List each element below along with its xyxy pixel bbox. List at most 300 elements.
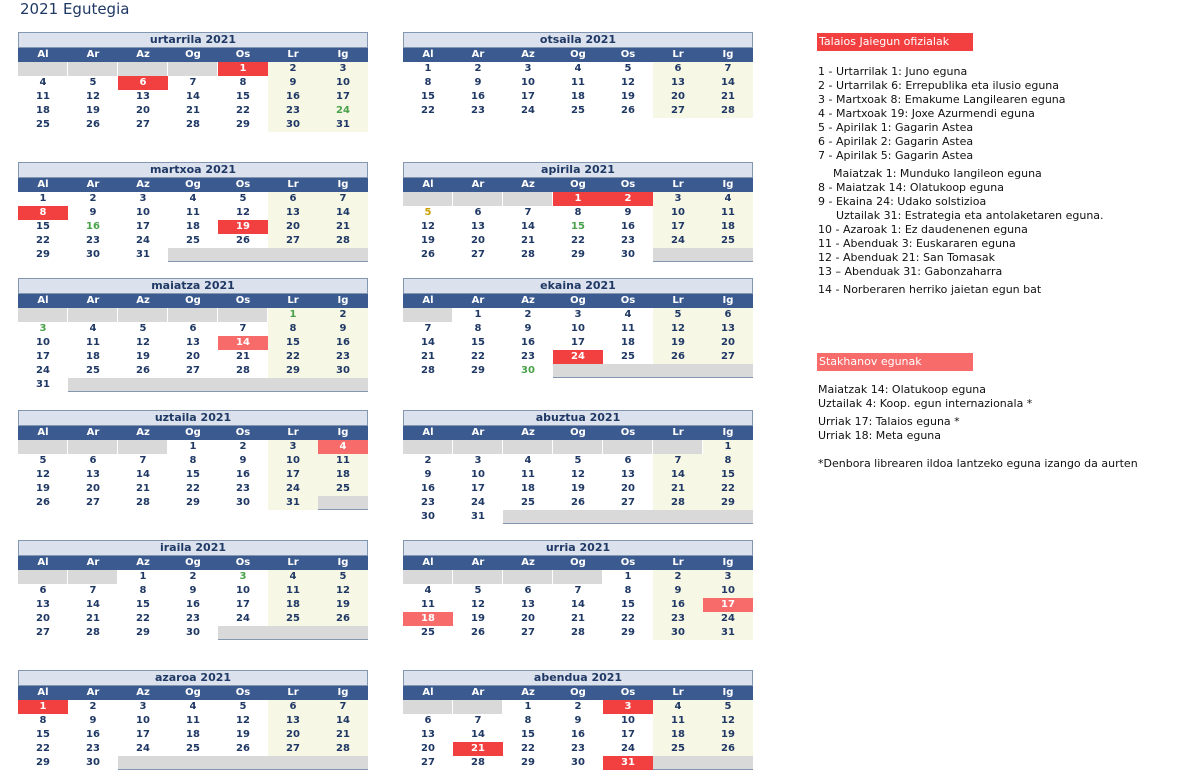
day-cell: 21 [86, 613, 100, 624]
day-cell: 30 [318, 364, 368, 378]
day-cell: 24 [621, 743, 635, 754]
day-cell: 27 [86, 497, 100, 508]
day-cell: 3 [524, 63, 532, 74]
day-cell: 30 [186, 627, 200, 638]
weekday-label: Az [521, 49, 535, 60]
weekday-label: Lr [672, 49, 684, 60]
weekday-header-row [18, 294, 368, 308]
weekday-label: Ar [471, 179, 485, 190]
day-cell: 23 [86, 743, 100, 754]
official-holiday-item: 9 - Ekaina 24: Udako solstizioa [818, 195, 987, 208]
day-cell: 4 [653, 700, 703, 714]
day-cell: 7 [239, 323, 247, 334]
day-cell: 17 [621, 729, 635, 740]
day-cell: 18 [36, 105, 50, 116]
day-cell: 18 [621, 337, 635, 348]
day-cell: 23 [521, 351, 535, 362]
trailing-filler [168, 248, 368, 262]
day-cell: 14 [218, 336, 268, 350]
day-cell: 29 [621, 627, 635, 638]
trailing-filler [653, 756, 753, 770]
day-cell: 8 [624, 585, 632, 596]
day-cell: 10 [521, 77, 535, 88]
day-cell: 16 [471, 91, 485, 102]
empty-day-cell [453, 192, 503, 206]
day-cell: 9 [318, 322, 368, 336]
day-cell: 4 [189, 701, 197, 712]
day-cell: 3 [603, 700, 653, 714]
day-cell: 15 [471, 337, 485, 348]
official-holiday-item: 4 - Martxoak 19: Joxe Azurmendi eguna [818, 107, 1035, 120]
day-cell: 27 [268, 742, 318, 756]
month-calendar [403, 540, 753, 640]
day-cell: 10 [136, 715, 150, 726]
day-cell: 21 [421, 351, 435, 362]
weekday-label: Az [136, 179, 150, 190]
day-cell: 25 [186, 743, 200, 754]
day-cell: 9 [653, 584, 703, 598]
official-holiday-item: Maiatzak 1: Munduko langileon eguna [833, 167, 1042, 180]
month-title: apirila 2021 [403, 162, 753, 178]
weekday-label: Ig [337, 427, 349, 438]
day-cell: 22 [36, 743, 50, 754]
day-cell: 29 [36, 249, 50, 260]
official-holiday-item: 12 - Abenduak 21: San Tomasak [818, 251, 996, 264]
day-cell: 15 [268, 336, 318, 350]
day-cell: 5 [653, 308, 703, 322]
day-cell: 21 [571, 613, 585, 624]
weekday-label: Os [620, 295, 636, 306]
day-cell: 15 [36, 221, 50, 232]
day-cell: 18 [403, 612, 453, 626]
empty-day-cell [453, 700, 503, 714]
weekday-label: Lr [672, 557, 684, 568]
day-cell: 18 [571, 91, 585, 102]
day-cell: 16 [236, 469, 250, 480]
empty-day-cell [403, 308, 453, 322]
day-cell: 21 [318, 220, 368, 234]
weekday-label: Al [422, 427, 434, 438]
day-cell: 4 [424, 585, 432, 596]
weekday-label: Og [185, 295, 201, 306]
day-cell: 23 [318, 350, 368, 364]
day-cell: 16 [421, 483, 435, 494]
weekday-label: Os [235, 179, 251, 190]
weekday-header-row [18, 556, 368, 570]
day-cell: 8 [524, 715, 532, 726]
weekday-label: Lr [672, 687, 684, 698]
day-cell: 23 [86, 235, 100, 246]
day-cell: 24 [268, 482, 318, 496]
day-cell: 26 [571, 497, 585, 508]
weekday-label: Az [521, 179, 535, 190]
day-cell: 28 [136, 497, 150, 508]
weekday-label: Ar [86, 557, 100, 568]
trailing-filler [503, 510, 753, 524]
day-cell: 22 [421, 105, 435, 116]
weekday-label: Lr [672, 179, 684, 190]
day-cell: 9 [268, 76, 318, 90]
day-cell: 5 [574, 455, 582, 466]
day-cell: 31 [471, 511, 485, 522]
day-cell: 17 [236, 599, 250, 610]
month-calendar [18, 32, 368, 132]
weekday-header-row [18, 178, 368, 192]
day-cell: 1 [268, 308, 318, 322]
day-cell: 20 [653, 90, 703, 104]
day-cell: 13 [703, 322, 753, 336]
month-calendar [18, 540, 368, 640]
day-cell: 17 [703, 598, 753, 612]
day-cell: 23 [236, 483, 250, 494]
day-cell: 27 [703, 350, 753, 364]
day-cell: 22 [571, 235, 585, 246]
day-cell: 13 [268, 714, 318, 728]
month-title: urria 2021 [403, 540, 753, 556]
day-cell: 21 [186, 105, 200, 116]
day-cell: 19 [318, 598, 368, 612]
weekday-label: Al [37, 687, 49, 698]
empty-day-cell [553, 440, 603, 454]
day-cell: 26 [471, 627, 485, 638]
day-cell: 2 [89, 193, 97, 204]
day-cell: 7 [318, 192, 368, 206]
day-cell: 29 [268, 364, 318, 378]
day-cell: 6 [524, 585, 532, 596]
day-cell: 5 [318, 570, 368, 584]
day-cell: 18 [186, 729, 200, 740]
day-cell: 24 [653, 234, 703, 248]
day-cell: 8 [139, 585, 147, 596]
weekday-label: Lr [672, 427, 684, 438]
day-cell: 6 [118, 76, 168, 90]
empty-day-cell [503, 192, 553, 206]
day-cell: 2 [318, 308, 368, 322]
weekday-label: Lr [672, 295, 684, 306]
day-cell: 26 [703, 742, 753, 756]
day-cell: 10 [703, 584, 753, 598]
day-cell: 5 [474, 585, 482, 596]
day-cell: 25 [703, 234, 753, 248]
day-cell: 12 [236, 207, 250, 218]
day-cell: 31 [268, 496, 318, 510]
weekday-label: Az [136, 557, 150, 568]
day-cell: 14 [653, 468, 703, 482]
day-cell: 28 [318, 742, 368, 756]
day-cell: 26 [621, 105, 635, 116]
day-cell: 27 [421, 757, 435, 768]
day-cell: 28 [471, 757, 485, 768]
day-cell: 28 [186, 119, 200, 130]
day-cell: 6 [39, 585, 47, 596]
stakhanov-note: *Denbora librearen ildoa lantzeko eguna izango da aurten [818, 457, 1138, 470]
month-calendar [403, 670, 753, 770]
day-cell: 7 [139, 455, 147, 466]
day-cell: 7 [574, 585, 582, 596]
empty-day-cell [18, 308, 68, 322]
day-cell: 28 [421, 365, 435, 376]
official-holiday-item: 3 - Martxoak 8: Emakume Langilearen eguna [818, 93, 1066, 106]
day-cell: 25 [268, 612, 318, 626]
empty-day-cell [453, 570, 503, 584]
day-cell: 8 [268, 322, 318, 336]
day-cell: 6 [89, 455, 97, 466]
day-cell: 18 [521, 483, 535, 494]
day-cell: 13 [268, 206, 318, 220]
day-cell: 24 [318, 104, 368, 118]
day-cell: 28 [571, 627, 585, 638]
trailing-filler [218, 626, 368, 640]
day-cell: 3 [703, 570, 753, 584]
day-cell: 14 [318, 206, 368, 220]
day-cell: 27 [36, 627, 50, 638]
day-cell: 16 [318, 336, 368, 350]
official-holiday-item: 7 - Apirilak 5: Gagarin Astea [818, 149, 974, 162]
day-cell: 28 [703, 104, 753, 118]
month-calendar [403, 410, 753, 524]
day-cell: 26 [36, 497, 50, 508]
empty-day-cell [168, 308, 218, 322]
day-cell: 3 [39, 323, 47, 334]
day-cell: 3 [474, 455, 482, 466]
day-grid [18, 62, 368, 132]
day-cell: 22 [186, 483, 200, 494]
official-holiday-item: 10 - Azaroak 1: Ez daudenenen eguna [818, 223, 1028, 236]
day-cell: 16 [186, 599, 200, 610]
empty-day-cell [168, 62, 218, 76]
day-cell: 19 [703, 728, 753, 742]
day-cell: 10 [471, 469, 485, 480]
day-cell: 11 [186, 715, 200, 726]
day-cell: 14 [521, 221, 535, 232]
day-cell: 5 [624, 63, 632, 74]
day-cell: 18 [318, 468, 368, 482]
day-cell: 22 [703, 482, 753, 496]
day-cell: 19 [621, 91, 635, 102]
day-cell: 3 [653, 192, 703, 206]
month-calendar [403, 278, 753, 378]
day-cell: 21 [653, 482, 703, 496]
day-grid [18, 570, 368, 640]
day-cell: 19 [136, 351, 150, 362]
day-cell: 25 [521, 497, 535, 508]
weekday-label: Al [422, 687, 434, 698]
weekday-label: Og [570, 179, 586, 190]
day-cell: 23 [653, 612, 703, 626]
day-cell: 14 [86, 599, 100, 610]
day-cell: 9 [189, 585, 197, 596]
day-cell: 31 [318, 118, 368, 132]
day-cell: 22 [36, 235, 50, 246]
day-cell: 7 [474, 715, 482, 726]
day-cell: 9 [524, 323, 532, 334]
day-cell: 5 [424, 207, 432, 218]
day-cell: 26 [236, 235, 250, 246]
day-cell: 30 [521, 365, 535, 376]
day-cell: 12 [236, 715, 250, 726]
day-cell: 8 [703, 454, 753, 468]
weekday-label: Os [620, 687, 636, 698]
day-cell: 19 [86, 105, 100, 116]
day-grid [18, 440, 368, 510]
day-cell: 29 [36, 757, 50, 768]
day-cell: 17 [571, 337, 585, 348]
day-cell: 14 [571, 599, 585, 610]
day-cell: 25 [571, 105, 585, 116]
day-cell: 3 [574, 309, 582, 320]
day-cell: 17 [471, 483, 485, 494]
day-cell: 26 [86, 119, 100, 130]
day-cell: 1 [218, 62, 268, 76]
day-cell: 12 [136, 337, 150, 348]
day-cell: 8 [424, 77, 432, 88]
day-cell: 27 [521, 627, 535, 638]
official-holiday-item: Uztailak 31: Estrategia eta antolaketaren eguna. [836, 209, 1104, 222]
day-cell: 8 [574, 207, 582, 218]
month-title: martxoa 2021 [18, 162, 368, 178]
day-cell: 16 [653, 598, 703, 612]
day-cell: 20 [268, 220, 318, 234]
day-cell: 24 [136, 235, 150, 246]
day-cell: 30 [621, 249, 635, 260]
day-cell: 17 [136, 729, 150, 740]
day-cell: 25 [86, 365, 100, 376]
stakhanov-item: Uztailak 4: Koop. egun internazionala * [818, 397, 1033, 410]
empty-day-cell [603, 440, 653, 454]
day-cell: 20 [36, 613, 50, 624]
day-cell: 4 [189, 193, 197, 204]
day-cell: 7 [424, 323, 432, 334]
day-cell: 18 [653, 728, 703, 742]
day-cell: 12 [571, 469, 585, 480]
day-cell: 11 [571, 77, 585, 88]
day-cell: 31 [703, 626, 753, 640]
day-cell: 1 [189, 441, 197, 452]
day-cell: 29 [571, 249, 585, 260]
day-cell: 11 [86, 337, 100, 348]
day-cell: 27 [268, 234, 318, 248]
weekday-label: Az [136, 295, 150, 306]
empty-day-cell [503, 440, 553, 454]
day-cell: 26 [318, 612, 368, 626]
weekday-label: Ar [471, 687, 485, 698]
day-cell: 29 [136, 627, 150, 638]
day-cell: 16 [86, 221, 100, 232]
day-cell: 2 [574, 701, 582, 712]
day-cell: 19 [471, 613, 485, 624]
weekday-label: Ig [337, 557, 349, 568]
day-cell: 14 [136, 469, 150, 480]
day-cell: 13 [521, 599, 535, 610]
day-cell: 5 [39, 455, 47, 466]
day-cell: 1 [474, 309, 482, 320]
day-cell: 4 [318, 440, 368, 454]
month-calendar [403, 32, 753, 118]
day-cell: 29 [186, 497, 200, 508]
day-cell: 12 [318, 584, 368, 598]
weekday-label: Ig [337, 295, 349, 306]
day-cell: 24 [36, 365, 50, 376]
weekday-header-row [403, 556, 753, 570]
weekday-label: Ar [471, 427, 485, 438]
day-cell: 1 [424, 63, 432, 74]
weekday-label: Az [521, 295, 535, 306]
weekday-header-row [18, 48, 368, 62]
day-cell: 1 [39, 193, 47, 204]
day-cell: 9 [574, 715, 582, 726]
day-cell: 2 [239, 441, 247, 452]
day-cell: 18 [703, 220, 753, 234]
month-title: maiatza 2021 [18, 278, 368, 294]
day-cell: 21 [521, 235, 535, 246]
day-cell: 15 [703, 468, 753, 482]
day-cell: 14 [471, 729, 485, 740]
weekday-header-row [403, 686, 753, 700]
weekday-label: Ar [86, 427, 100, 438]
weekday-label: Og [185, 427, 201, 438]
day-cell: 4 [89, 323, 97, 334]
day-cell: 25 [421, 627, 435, 638]
day-cell: 2 [653, 570, 703, 584]
day-cell: 17 [318, 90, 368, 104]
month-calendar [403, 162, 753, 262]
day-cell: 11 [621, 323, 635, 334]
day-cell: 26 [236, 743, 250, 754]
day-cell: 22 [236, 105, 250, 116]
day-cell: 31 [136, 249, 150, 260]
day-cell: 29 [471, 365, 485, 376]
month-title: azaroa 2021 [18, 670, 368, 686]
day-cell: 15 [236, 91, 250, 102]
page-title: 2021 Egutegia [20, 0, 130, 18]
weekday-label: Az [521, 687, 535, 698]
weekday-label: Ar [86, 687, 100, 698]
day-cell: 6 [268, 192, 318, 206]
month-title: uztaila 2021 [18, 410, 368, 426]
weekday-label: Al [422, 49, 434, 60]
day-cell: 16 [571, 729, 585, 740]
day-cell: 25 [36, 119, 50, 130]
day-cell: 28 [521, 249, 535, 260]
day-cell: 28 [86, 627, 100, 638]
day-cell: 19 [236, 729, 250, 740]
day-cell: 2 [603, 192, 653, 206]
official-holiday-item: 1 - Urtarrilak 1: Juno eguna [818, 65, 968, 78]
day-cell: 20 [521, 613, 535, 624]
day-cell: 8 [474, 323, 482, 334]
day-cell: 3 [268, 440, 318, 454]
weekday-label: Ar [471, 295, 485, 306]
day-cell: 5 [703, 700, 753, 714]
day-cell: 6 [653, 62, 703, 76]
day-cell: 19 [571, 483, 585, 494]
weekday-label: Os [235, 427, 251, 438]
month-title: otsaila 2021 [403, 32, 753, 48]
trailing-filler [653, 248, 753, 262]
weekday-label: Ar [86, 179, 100, 190]
weekday-label: Ar [471, 49, 485, 60]
day-cell: 23 [621, 235, 635, 246]
day-cell: 1 [553, 192, 603, 206]
day-cell: 15 [136, 599, 150, 610]
empty-day-cell [403, 700, 453, 714]
day-cell: 11 [268, 584, 318, 598]
weekday-header-row [403, 426, 753, 440]
weekday-label: Ig [337, 179, 349, 190]
month-calendar [18, 162, 368, 262]
day-grid [403, 62, 753, 118]
day-cell: 17 [268, 468, 318, 482]
